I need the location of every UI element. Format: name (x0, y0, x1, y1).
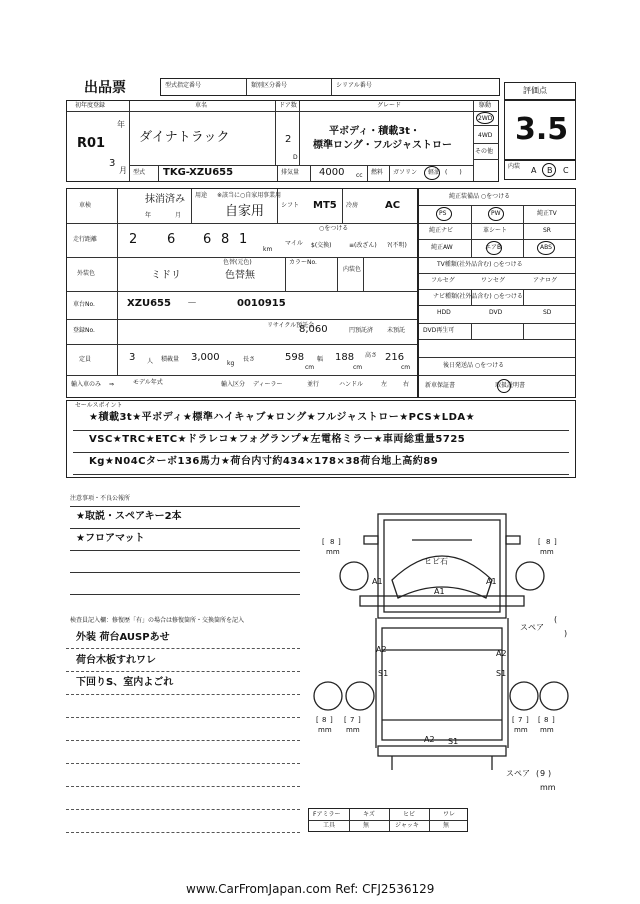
interior-color-label: 内装色 (343, 266, 362, 273)
model-code-label: 型式指定番号 (165, 82, 202, 89)
serial-label: シリアル番号 (336, 82, 372, 89)
legend-jack-label: ジャッキ (395, 822, 419, 829)
handle-right: 右 (403, 381, 410, 388)
shift-label: シフト (281, 202, 300, 209)
spare-rear-unit: mm (540, 783, 556, 792)
svg-text:(: ( (554, 615, 558, 624)
fuel-diesel: 軽油 (428, 169, 441, 176)
model-year-label: モデル年式 (133, 379, 163, 386)
inspection-month: 月 (175, 212, 182, 219)
width-value: 188 (335, 352, 355, 363)
usage-label: 用途 (195, 192, 208, 199)
height-unit: cm (401, 364, 411, 371)
notes-line-1: ★取説・スペアキー2本 (76, 511, 182, 522)
sales-line-2: VSC★TRC★ETC★ドラレコ★フォグランプ★左電格ミラー★車両総重量5725 (89, 434, 466, 445)
mileage-exchanged: $(交換) (311, 242, 332, 249)
doors-label: ドア数 (279, 102, 297, 109)
later-label: 後日発送品 ○をつける (443, 362, 505, 369)
mileage-unit: km (263, 246, 273, 253)
width-unit: cm (353, 364, 363, 371)
tire-rear-left-inner (346, 682, 374, 710)
svg-text:[: [ (512, 716, 515, 724)
equip-tv: 純正TV (537, 210, 557, 217)
drive-label: 駆動 (479, 102, 492, 109)
damage-code-a1-center: A1 (434, 587, 445, 596)
equip-navi: 純正ナビ (429, 227, 454, 234)
legend-table (308, 808, 468, 832)
header-code-box (160, 78, 500, 96)
legend-header-crack: ヒビ (403, 811, 416, 818)
chassis-dash: － (187, 298, 197, 309)
selected-circle-icon (424, 166, 440, 180)
tread-front-left: 8 (330, 538, 335, 546)
selected-circle-icon (537, 241, 555, 255)
selected-circle-icon (497, 379, 511, 393)
tread-front-right-unit: mm (540, 548, 554, 556)
selected-circle-icon (486, 241, 502, 255)
damage-code-a2-right: A2 (496, 649, 507, 658)
usage-note-2: 事業用 (263, 192, 282, 199)
tv-type-label: TV種類(社外品含む) ○をつける (437, 261, 523, 268)
selected-circle-icon (488, 207, 504, 221)
tv-oneseg: ワンセグ (481, 277, 506, 284)
width-label: 幅 (317, 356, 324, 363)
svg-text:]: ] (552, 716, 555, 724)
damage-code-s1-rear: S1 (448, 737, 459, 746)
handle-label: ハンドル (339, 381, 364, 388)
grade-line-1: 平ボディ・積載3t・ (329, 126, 420, 137)
damage-code-a2-left: A2 (376, 645, 387, 654)
manual-label: 取扱説明書 (495, 382, 526, 389)
damage-code-a1-right: A1 (486, 577, 497, 586)
selected-circle-icon (542, 163, 556, 177)
damage-code-s1-left: S1 (378, 669, 389, 678)
first-reg-month: 3 (109, 158, 116, 169)
footer-watermark[interactable]: www.CarFromJapan.com Ref: CFJ2536129 (186, 882, 435, 896)
damage-code-a1-left: A1 (372, 577, 383, 586)
navi-hdd: HDD (437, 309, 451, 316)
svg-text:[: [ (538, 716, 541, 724)
spare-label-front: スペア (520, 623, 544, 632)
capacity-label: 定員 (79, 356, 92, 363)
spare-label-rear: スペア (506, 769, 530, 778)
tread-front-right: 8 (546, 538, 551, 546)
sales-label: セールスポイント (75, 402, 123, 409)
tread-rear-left-outer: 8 (322, 716, 327, 724)
damage-code-a2-rear: A2 (424, 735, 435, 744)
legend-header-break: ワレ (443, 811, 456, 818)
svg-text:]: ] (338, 538, 341, 546)
length-unit: cm (305, 364, 315, 371)
legend-tools-value: 無 (363, 822, 370, 829)
interior-grade-b: B (547, 166, 553, 175)
equip-ps: PS (439, 210, 447, 217)
reg-no-label: 登録No. (73, 327, 95, 334)
windshield-note: ヒビ石 (424, 557, 448, 566)
mileage-label: 走行距離 (73, 236, 98, 243)
recycle-amount: 8,060 (299, 324, 328, 335)
doors-unit: D (293, 154, 298, 161)
recycle-not: 未預託 (387, 327, 406, 334)
load-label: 積載量 (161, 356, 180, 363)
fuel-gasoline: ガソリン (393, 169, 418, 176)
score-value: 3.5 (515, 112, 569, 147)
equip-label: 純正装備品 ○をつける (449, 193, 511, 200)
first-reg-label: 初年度登録 (75, 102, 106, 109)
displacement-unit: cc (356, 172, 363, 179)
svg-text:[: [ (316, 716, 319, 724)
score-label-box (504, 82, 576, 100)
usage-value: 自家用 (225, 204, 265, 219)
score-label: 評価点 (523, 86, 547, 95)
spare-rear-tread: 9 (540, 769, 546, 778)
equip-airbag: エアB (485, 244, 502, 251)
color-orig-label: 色替(元色) (223, 259, 252, 266)
score-box (504, 100, 576, 160)
import-dealer: ディーラー (253, 381, 283, 388)
inspection-year: 年 (145, 212, 152, 219)
mileage-unknown: ?(不明) (387, 242, 407, 249)
first-reg-era: R01 (77, 136, 106, 151)
model-value: TKG-XZU655 (163, 167, 234, 178)
grade-label: グレード (377, 102, 402, 109)
tv-analog: アナログ (533, 277, 558, 284)
month-unit: 月 (119, 166, 127, 175)
notes-line-2: ★フロアマット (76, 533, 145, 544)
svg-text:[: [ (322, 538, 325, 546)
ac-label: 冷房 (346, 202, 359, 209)
color-changed-value: 色替無 (225, 270, 255, 281)
category-label: 類別区分番号 (251, 82, 288, 89)
length-value: 598 (285, 352, 305, 363)
year-unit: 年 (117, 120, 125, 129)
shift-value: MT5 (313, 200, 337, 211)
legend-header-mirror: Fアミラー (313, 811, 341, 818)
tread-rear-right-outer-unit: mm (540, 726, 554, 734)
mileage-ok: マイル (285, 240, 303, 247)
mileage-digit-2: 6 (167, 232, 176, 247)
import-route-label: 輸入区分 (221, 381, 246, 388)
capacity-value: 3 (129, 352, 136, 363)
displacement-label: 排気量 (281, 169, 300, 176)
interior-grade-label: 内装 (508, 163, 521, 170)
legend-header-scratch: キズ (363, 811, 375, 818)
grade-line-2: 標準ロング・フルジャストロー (313, 140, 452, 151)
inspection-value: 抹消済み (145, 194, 185, 205)
mileage-tampered: ≡(改ざん) (349, 242, 377, 249)
drive-4wd: 4WD (478, 132, 493, 139)
interior-grade-c: C (563, 166, 569, 175)
damage-code-s1-right: S1 (496, 669, 507, 678)
dvd-label: DVD再生可 (423, 327, 455, 334)
exterior-color-label: 外装色 (77, 270, 96, 277)
chassis-number: 0010915 (237, 298, 286, 309)
mileage-check-label: ○をつける (319, 225, 349, 232)
equip-sr: SR (543, 227, 551, 234)
svg-text:]: ] (554, 538, 557, 546)
tread-rear-left-inner-unit: mm (346, 726, 360, 734)
svg-text:(: ( (536, 769, 540, 778)
mileage-digit-5: 1 (239, 232, 248, 247)
car-name: ダイナトラック (139, 130, 230, 145)
displacement-value: 4000 (319, 167, 345, 178)
inspector-line-3: 下回りS、室内よごれ (76, 677, 174, 688)
tv-fullseg: フルセグ (431, 277, 455, 284)
svg-text:]: ] (330, 716, 333, 724)
import-label: 輸入車のみ (71, 381, 102, 388)
tire-front-left (340, 562, 368, 590)
tire-rear-right-inner (510, 682, 538, 710)
svg-text:]: ] (358, 716, 361, 724)
mileage-digit-3: 6 (203, 232, 212, 247)
cab-outline (378, 514, 506, 618)
equip-aw: 純正AW (431, 244, 453, 251)
tread-rear-right-inner-unit: mm (514, 726, 528, 734)
warranty-label: 新車保証書 (425, 382, 456, 389)
form-title: 出品票 (84, 80, 126, 96)
svg-text:[: [ (538, 538, 541, 546)
capacity-unit: 人 (147, 358, 154, 365)
inspector-label: 検査員記入欄：修復歴「有」の場合は修復箇所・交換箇所を記入 (70, 617, 245, 624)
tire-front-right (516, 562, 544, 590)
spec-block (66, 188, 418, 398)
sales-line-3: Kg★N04Cターボ136馬力★荷台内寸約434×178×38荷台地上高約89 (89, 456, 439, 467)
legend-tools-label: 工具 (323, 822, 336, 829)
tire-rear-left-outer (314, 682, 342, 710)
navi-dvd: DVD (489, 309, 503, 316)
tread-rear-right-inner: 7 (518, 716, 523, 724)
car-name-label: 車名 (195, 102, 208, 109)
legend-jack-value: 無 (443, 822, 450, 829)
recycle-label: リサイクル預託金 (267, 322, 315, 329)
tread-front-left-unit: mm (326, 548, 340, 556)
equip-pw: PW (491, 210, 501, 217)
tire-rear-right-outer (540, 682, 568, 710)
selected-circle-icon (436, 207, 452, 221)
svg-text:): ) (564, 629, 568, 638)
recycle-deposited: 円預託済 (349, 327, 374, 334)
sales-points-block (66, 400, 576, 478)
fuel-other: ( ) (445, 169, 462, 176)
height-label: 高さ (365, 352, 378, 359)
inspector-line-1: 外装 荷台AUSPあせ (76, 632, 170, 643)
load-value: 3,000 (191, 352, 220, 363)
color-no-label: カラーNo. (289, 259, 317, 266)
inspection-label: 車検 (79, 202, 92, 209)
inspector-line-2: 荷台木板すれワレ (76, 655, 156, 666)
mileage-digit-1: 2 (129, 232, 138, 247)
chassis-label: 車台No. (73, 301, 95, 308)
interior-grade-a: A (531, 166, 537, 175)
drive-other: その他 (475, 148, 494, 155)
interior-grade-box (504, 160, 576, 180)
selected-circle-icon (476, 112, 494, 124)
ac-value: AC (385, 200, 401, 211)
import-parallel: 並行 (307, 381, 320, 388)
tread-rear-left-inner: 7 (350, 716, 355, 724)
truck-bed (382, 628, 502, 740)
sales-line-1: ★積載3t★平ボディ★標準ハイキャブ★ロング★フルジャストロー★PCS★LDA★ (89, 412, 476, 423)
tread-rear-right-outer: 8 (544, 716, 549, 724)
handle-left: 左 (381, 381, 388, 388)
equip-abs: ABS (540, 244, 552, 251)
import-arrow: ⇒ (109, 381, 115, 388)
fuel-label: 燃料 (371, 169, 384, 176)
truck-damage-diagram (300, 500, 590, 820)
drive-2wd: 2WD (478, 115, 493, 122)
navi-sd: SD (543, 309, 552, 316)
usage-note: ※該当に○自家用 (217, 192, 264, 199)
model-label: 型式 (133, 169, 146, 176)
load-unit: kg (227, 360, 235, 367)
svg-text:]: ] (526, 716, 529, 724)
mileage-digit-4: 8 (221, 232, 230, 247)
exterior-color-value: ミドリ (151, 270, 181, 281)
doors-value: 2 (285, 134, 292, 145)
notes-label: 注意事項・不良公報所 (70, 495, 131, 502)
svg-text:): ) (548, 769, 552, 778)
chassis-model: XZU655 (127, 298, 171, 309)
equipment-block (418, 188, 576, 398)
length-label: 長さ (243, 356, 256, 363)
vehicle-info-block (66, 100, 499, 182)
tread-rear-left-outer-unit: mm (318, 726, 332, 734)
svg-text:[: [ (344, 716, 347, 724)
navi-type-label: ナビ種類(社外品含む) ○をつける (433, 293, 523, 300)
equip-leather: 革シート (483, 227, 508, 234)
height-value: 216 (385, 352, 405, 363)
